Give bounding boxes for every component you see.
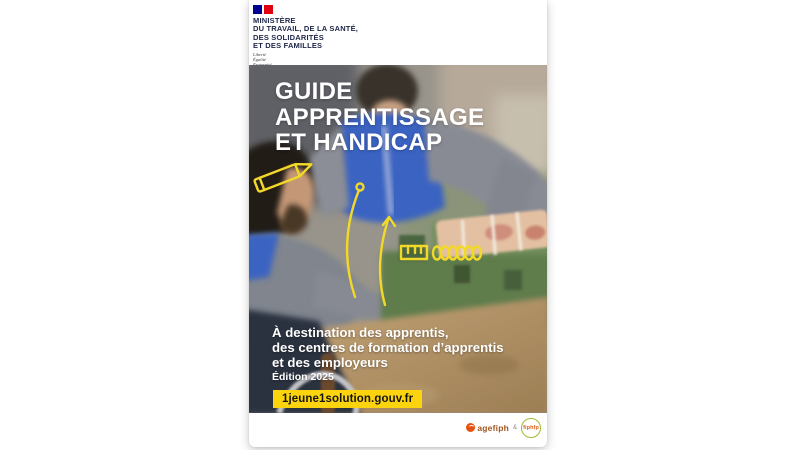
fiphfp-wordmark: fiphfp (523, 424, 539, 431)
1jeune1solution-banner: 1jeune1solution.gouv.fr (273, 390, 422, 408)
title-line: APPRENTISSAGE (275, 103, 485, 131)
spring-coil-doodle (433, 247, 481, 260)
fiphfp-logo (521, 418, 541, 438)
partners-separator: & (512, 424, 517, 431)
agefiph-icon (466, 423, 475, 432)
agefiph-logo (466, 423, 509, 433)
cover-title (275, 79, 484, 156)
cover-footer (249, 413, 547, 442)
subtitle-line: et des employeurs (272, 354, 388, 370)
title-line: GUIDE (275, 78, 353, 105)
motto-line: Liberté (253, 52, 266, 58)
motto-line: Égalité (253, 57, 266, 63)
subtitle-line: À destination des apprentis, (272, 325, 449, 340)
cover-photo (249, 65, 547, 413)
flag-blue-square (253, 5, 262, 14)
cover-subtitle (272, 326, 504, 370)
ministry-name-line: DU TRAVAIL, DE LA SANTÉ, (253, 24, 359, 34)
edition-label: Édition 2025 (272, 371, 334, 383)
ministry-name-line: MINISTÈRE (253, 16, 296, 25)
agefiph-wordmark: agefiph (477, 422, 509, 433)
guide-cover (249, 0, 547, 447)
partner-logos (466, 413, 541, 442)
flag-red-square (264, 5, 273, 14)
ministry-name (253, 17, 547, 50)
subtitle-line: des centres de formation d’apprentis (272, 339, 504, 355)
ministry-name-line: ET DES FAMILLES (253, 40, 323, 50)
ministry-block (249, 0, 547, 65)
french-flag-icon (253, 5, 547, 14)
ministry-name-line: DES SOLIDARITÉS (253, 32, 324, 42)
title-line: ET HANDICAP (275, 129, 443, 156)
